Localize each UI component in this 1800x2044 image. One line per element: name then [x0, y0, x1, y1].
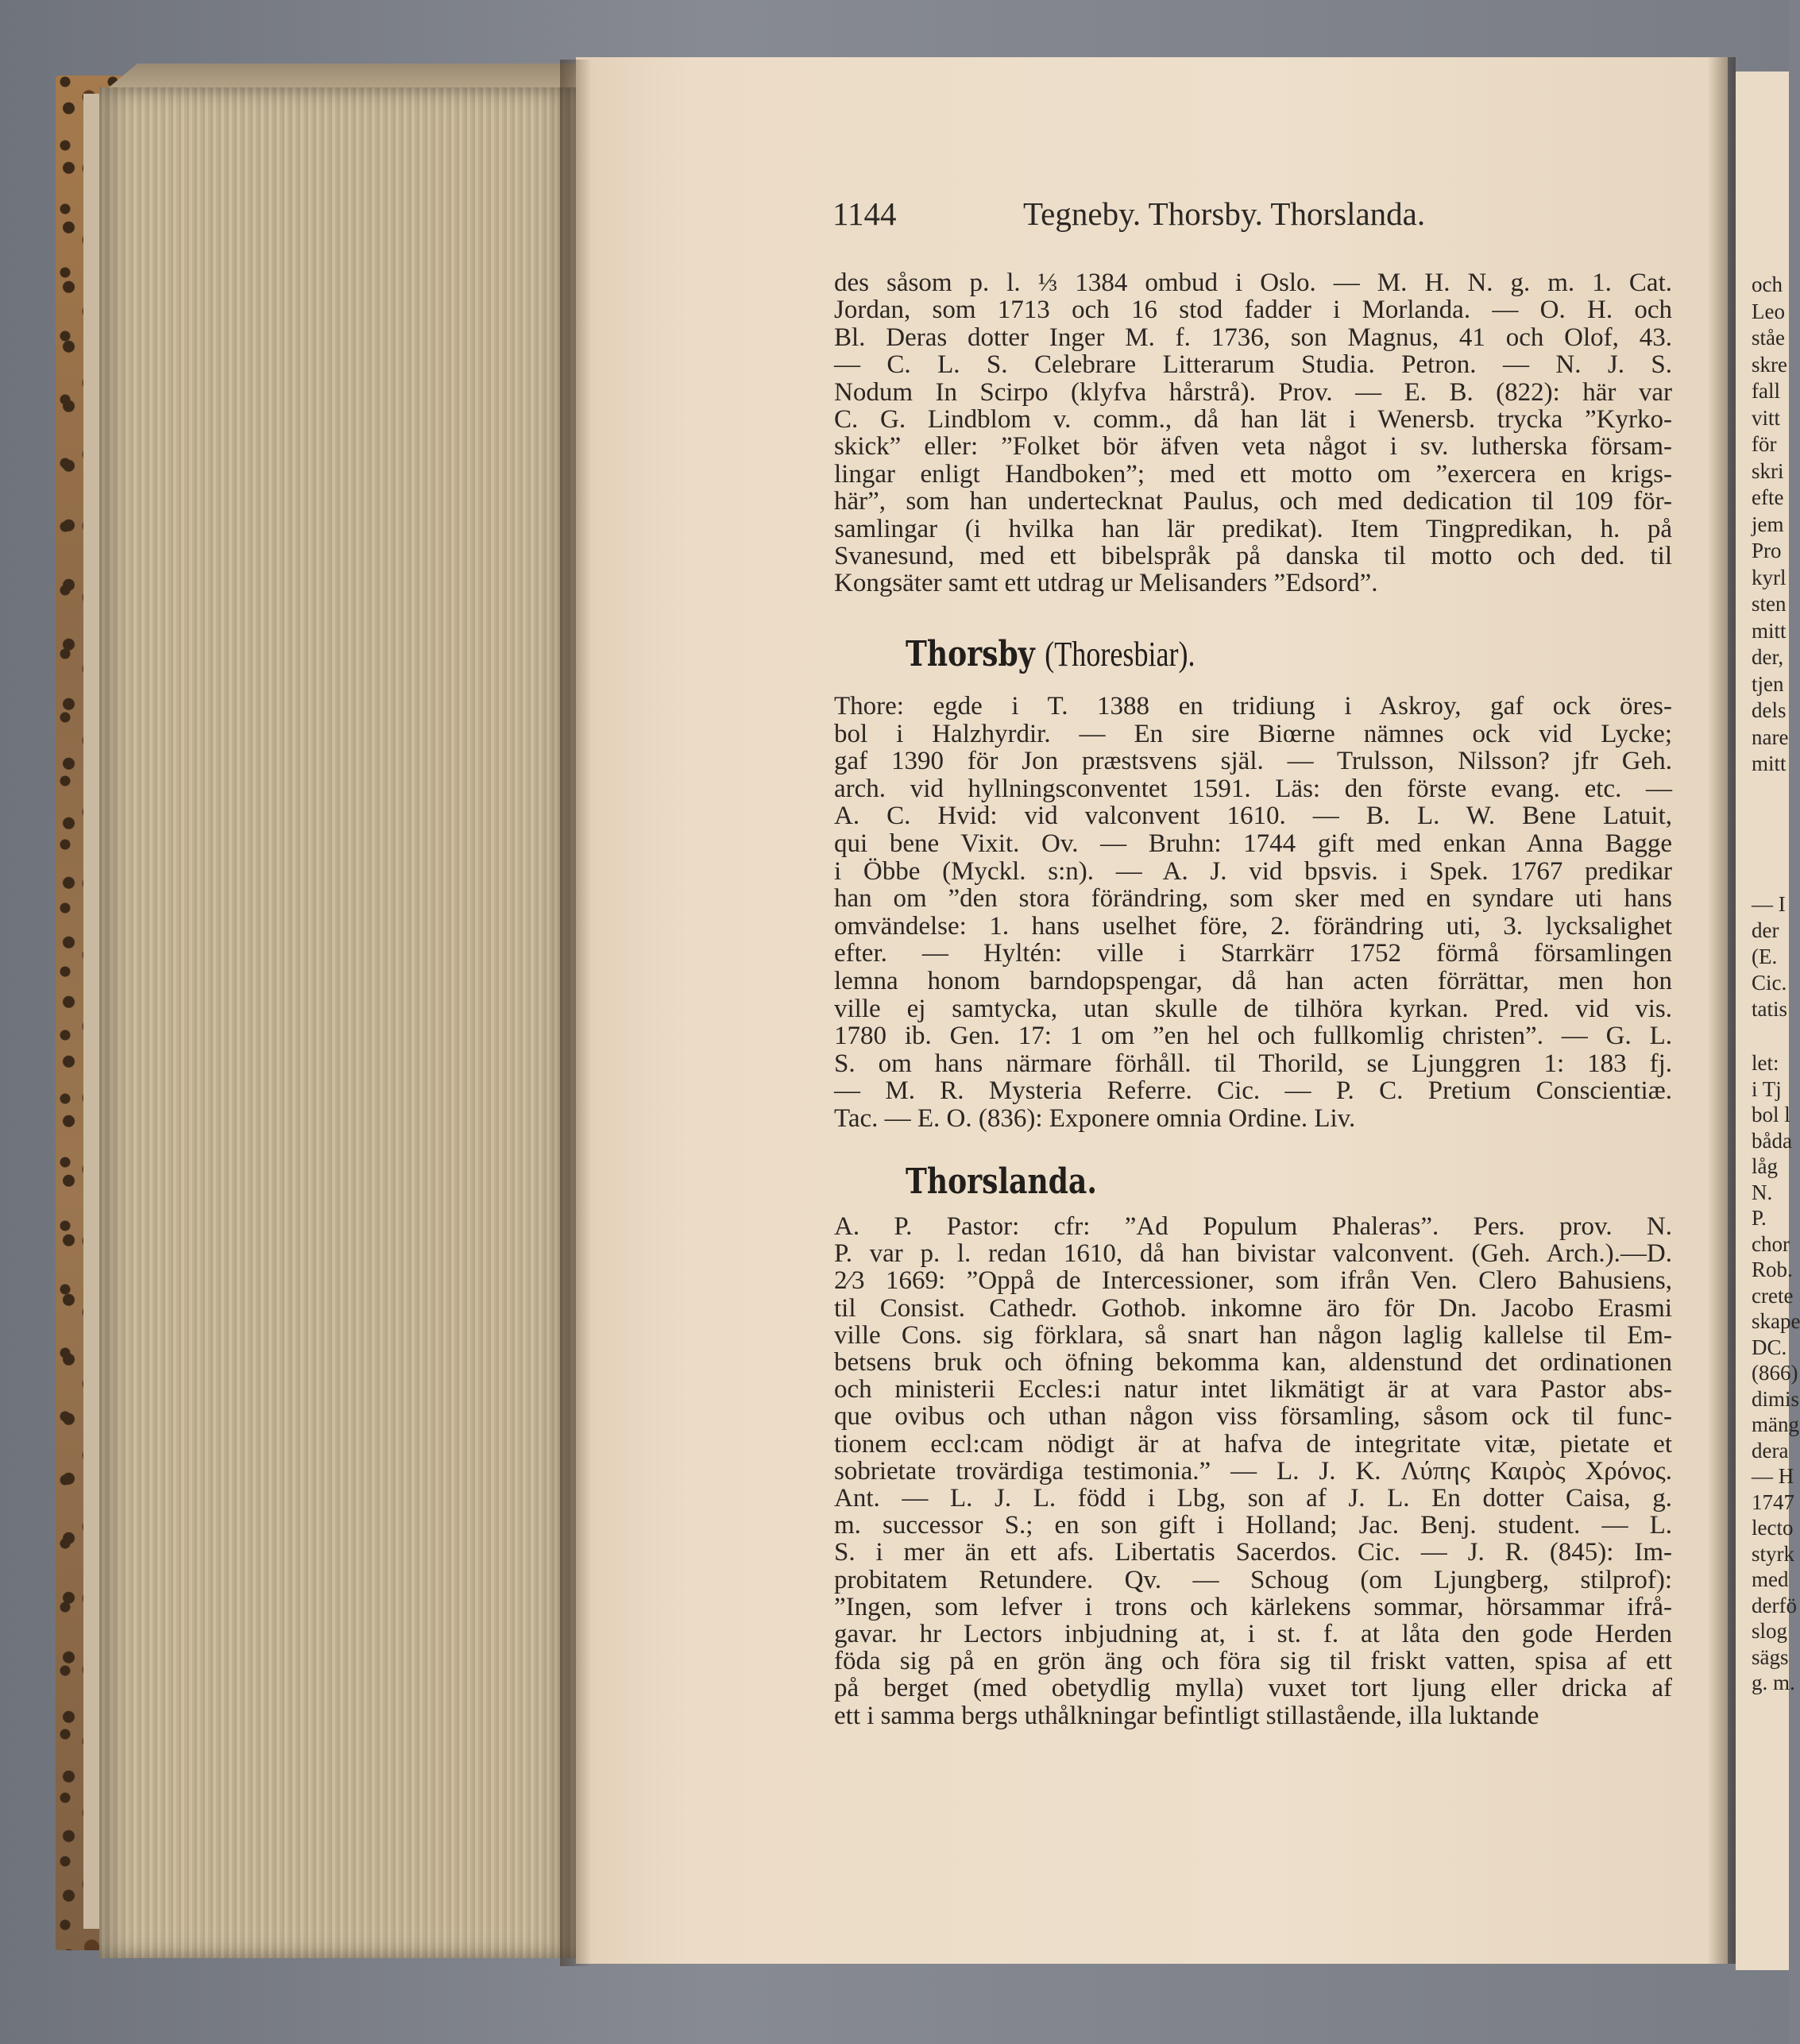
- text-line: Ant. — L. J. L. född i Lbg, son af J. L. En dotter Caisa, g.: [834, 1484, 1672, 1513]
- text-line: föda sig på en grön äng och föra sig til friskt vatten, spisa af ett: [834, 1647, 1672, 1676]
- next-page-fragment: båda: [1752, 1128, 1792, 1153]
- next-page-fragment: (E.: [1752, 945, 1778, 968]
- text-line: A. C. Hvid: vid valconvent 1610. — B. L. W. Bene Latuit,: [834, 802, 1672, 831]
- text-line: gavar. hr Lectors inbjudning at, i st. f. at låta den gode Herden: [834, 1620, 1672, 1648]
- text-line: m. successor S.; en son gift i Holland; Jac. Benj. student. — L.: [834, 1511, 1672, 1540]
- text-line: ”Ingen, som lefver i trons och kärlekens sommar, hörsammar ifrå-: [834, 1592, 1672, 1621]
- text-line: des såsom p. l. ⅓ 1384 ombud i Oslo. — M. H. N. g. m. 1. Cat.: [834, 269, 1672, 297]
- next-page-fragment: dera: [1752, 1438, 1789, 1462]
- page-fold-shadow: [1708, 57, 1736, 1964]
- thorsby-title: Thorsby: [906, 634, 1035, 674]
- next-page-fragment: der: [1752, 918, 1779, 942]
- text-line: Jordan, som 1713 och 16 stod fadder i Morlanda. — O. H. och: [834, 296, 1672, 325]
- next-page-fragment: ståe: [1752, 326, 1785, 350]
- next-page-fragment: med: [1752, 1567, 1789, 1591]
- text-line: tionem eccl:cam nödigt är at hafva de integritate vitæ, pietate et: [834, 1429, 1672, 1459]
- next-page-fragment: crete: [1752, 1283, 1794, 1308]
- next-page-fragment: tjen: [1752, 671, 1784, 696]
- next-page-fragment: 1747: [1752, 1490, 1794, 1514]
- text-line: Thore: egde i T. 1388 en tridiung i Askroy, gaf ock öres-: [834, 692, 1672, 721]
- text-line: ville Cons. sig förklara, så snart han någon laglig kallelse til Em-: [834, 1320, 1672, 1350]
- next-page-fragment: mäng: [1752, 1412, 1799, 1436]
- next-page-fragment: chor: [1752, 1231, 1790, 1256]
- text-line: i Öbbe (Myckl. s:n). — A. J. vid bpsvis. i Spek. 1767 predikar: [834, 856, 1672, 886]
- text-line: betsens bruk och öfning bekomma kan, aldenstund det ordinationen: [834, 1348, 1672, 1377]
- text-line: C. G. Lindblom v. comm., då han lät i Wenersb. trycka ”Kyrko-: [834, 405, 1672, 434]
- next-page-fragment: skape: [1752, 1309, 1800, 1333]
- running-head: [832, 195, 1425, 233]
- next-page-fragment: sten: [1752, 592, 1786, 616]
- text-line: samlingar (i hvilka han lär predikat). Item Tingpredikan, h. på: [834, 514, 1672, 543]
- next-page-fragment: dimis: [1752, 1386, 1800, 1411]
- next-page-fragment: Leo: [1752, 299, 1785, 323]
- next-page-fragment: låg: [1752, 1154, 1778, 1178]
- text-line: skick” eller: ”Folket bör äfven veta något i sv. lutherska försam-: [834, 432, 1672, 462]
- page-number: 1144: [832, 195, 897, 232]
- text-line: 1780 ib. Gen. 17: 1 om ”en hel och fullkomlig christen”. — G. L.: [834, 1022, 1672, 1051]
- text-line: — M. R. Mysteria Referre. Cic. — P. C. Pretium Conscientiæ.: [834, 1076, 1672, 1106]
- thorsby-title-paren: (Thoresbiar).: [1045, 635, 1195, 674]
- text-line: han om ”den stora förändring, som sker med en syndare uti hans: [834, 884, 1672, 914]
- next-page-fragment: derfö: [1752, 1593, 1797, 1617]
- next-page-fragment: DC.: [1752, 1335, 1787, 1359]
- next-page-fragment: (866): [1752, 1361, 1798, 1385]
- text-line: Nodum In Scirpo (klyfva hårstrå). Prov. — E. B. (822): här var: [834, 377, 1672, 407]
- text-line: A. P. Pastor: cfr: ”Ad Populum Phaleras”. Pers. prov. N.: [834, 1212, 1672, 1241]
- page-stack-edges: [99, 87, 576, 1958]
- next-page-fragment: lecto: [1752, 1516, 1794, 1540]
- text-line: qui bene Vixit. Ov. — Bruhn: 1744 gift med enkan Anna Bagge: [834, 829, 1672, 858]
- next-page-fragment: let:: [1752, 1051, 1779, 1075]
- text-line: bol i Halzhyrdir. — En sire Biœrne nämnes ock vid Lycke;: [834, 719, 1672, 748]
- text-line: ett i samma bergs uthålkningar befintligt stillastående, illa luktande: [834, 1701, 1539, 1730]
- text-line: här”, som han undertecknat Paulus, och med dedication til 109 för-: [834, 487, 1672, 516]
- text-line: Tac. — E. O. (836): Exponere omnia Ordine. Liv.: [834, 1104, 1356, 1133]
- text-line: 2⁄3 1669: ”Oppå de Intercessioner, som ifrån Ven. Clero Bahusiens,: [834, 1266, 1672, 1296]
- next-page-fragment: — I: [1752, 892, 1786, 916]
- next-page-fragment: skri: [1752, 458, 1784, 483]
- next-page-fragment: vitt: [1752, 405, 1781, 430]
- text-line: gaf 1390 för Jon præstsvens själ. — Trulsson, Nilsson? jfr Geh.: [834, 747, 1672, 776]
- text-line: que ovibus och uthan någon viss församling, såsom ock til func-: [834, 1402, 1672, 1432]
- text-line: efter. — Hyltén: ville i Starrkärr 1752 förmå församlingen: [834, 939, 1672, 968]
- next-page-fragment: Cic.: [1752, 971, 1787, 995]
- text-line: lingar enligt Handboken”; med ett motto om ”exercera en krigs-: [834, 459, 1672, 489]
- text-line: Kongsäter samt ett utdrag ur Melisanders ”Edsord”.: [834, 569, 1378, 598]
- text-line: S. om hans närmare förhåll. til Thorild, se Ljunggren 1: 183 fj.: [834, 1049, 1672, 1078]
- next-page-fragment: och: [1752, 272, 1783, 296]
- next-page-fragment: Pro: [1752, 539, 1782, 562]
- next-page-fragment: slog: [1752, 1619, 1788, 1643]
- next-page-fragment: bol l: [1752, 1103, 1790, 1126]
- text-line: Bl. Deras dotter Inger M. f. 1736, son Magnus, 41 och Olof, 43.: [834, 323, 1672, 352]
- next-page-fragment: jem: [1752, 512, 1784, 536]
- text-line: til Consist. Cathedr. Gothob. inkomne äro för Dn. Jacobo Erasmi: [834, 1293, 1672, 1323]
- next-page-fragment: kyrl: [1752, 565, 1786, 589]
- next-page-fragment: mitt: [1752, 618, 1786, 643]
- next-page-fragment: Rob.: [1752, 1258, 1793, 1281]
- section-heading-thorsby: [906, 634, 1195, 674]
- next-page-fragment: tatis: [1752, 997, 1787, 1021]
- text-line: P. var p. l. redan 1610, då han bivistar valconvent. (Geh. Arch.).—D.: [834, 1239, 1672, 1269]
- next-page-fragment: — H: [1752, 1464, 1794, 1488]
- next-page-fragment: för: [1752, 432, 1777, 456]
- next-page-fragment: nare: [1752, 724, 1789, 749]
- next-page-fragment: i Tj: [1752, 1076, 1782, 1101]
- next-page-fragment: g. m.: [1752, 1671, 1795, 1694]
- text-line: omvändelse: 1. hans uselhet före, 2. förändring uti, 3. lycksalighet: [834, 911, 1672, 941]
- next-page-fragment: styrk: [1752, 1541, 1794, 1566]
- next-page-fragment: sägs: [1752, 1644, 1789, 1669]
- text-line: på berget (med obetydlig mylla) vuxet tort ljung eller dricka af: [834, 1674, 1672, 1703]
- next-page-fragment: efte: [1752, 485, 1784, 509]
- text-line: arch. vid hyllningsconventet 1591. Läs: den förste evang. etc. —: [834, 774, 1672, 803]
- next-page-fragment: der,: [1752, 645, 1784, 669]
- next-page-fragment: mitt: [1752, 752, 1786, 775]
- page-gutter-shadow: [560, 60, 592, 1966]
- text-line: S. i mer än ett afs. Libertatis Sacerdos. Cic. — J. R. (845): Im-: [834, 1538, 1672, 1567]
- text-line: lemna honom barndopspengar, då han acten förrättar, men hon: [834, 967, 1672, 995]
- text-line: och ministerii Eccles:i natur intet likmätigt är at vara Pastor abs-: [834, 1375, 1672, 1405]
- next-page-fragment: dels: [1752, 698, 1786, 722]
- next-page-fragment: P.: [1752, 1206, 1767, 1230]
- next-page-fragment: N.: [1752, 1180, 1773, 1204]
- next-page-fragment: skre: [1752, 352, 1787, 377]
- next-page-fragment: fall: [1752, 379, 1780, 403]
- section-heading-thorslanda: Thorslanda.: [906, 1161, 1097, 1202]
- running-head-title: Tegneby. Thorsby. Thorslanda.: [1023, 195, 1426, 232]
- text-line: — C. L. S. Celebrare Litterarum Studia. Petron. — N. J. S.: [834, 350, 1672, 380]
- text-line: Svanesund, med ett bibelspråk på danska til motto och ded. til: [834, 542, 1672, 570]
- text-line: ville ej samtycka, utan skulle de tilhöra kyrkan. Pred. vid vis.: [834, 994, 1672, 1023]
- text-line: sobrietate trovärdiga testimonia.” — L. J. K. Λύπης Καιρὸς Χρόνος.: [834, 1456, 1672, 1486]
- text-line: probitatem Retundere. Qv. — Schoug (om Ljungberg, stilprof):: [834, 1565, 1672, 1594]
